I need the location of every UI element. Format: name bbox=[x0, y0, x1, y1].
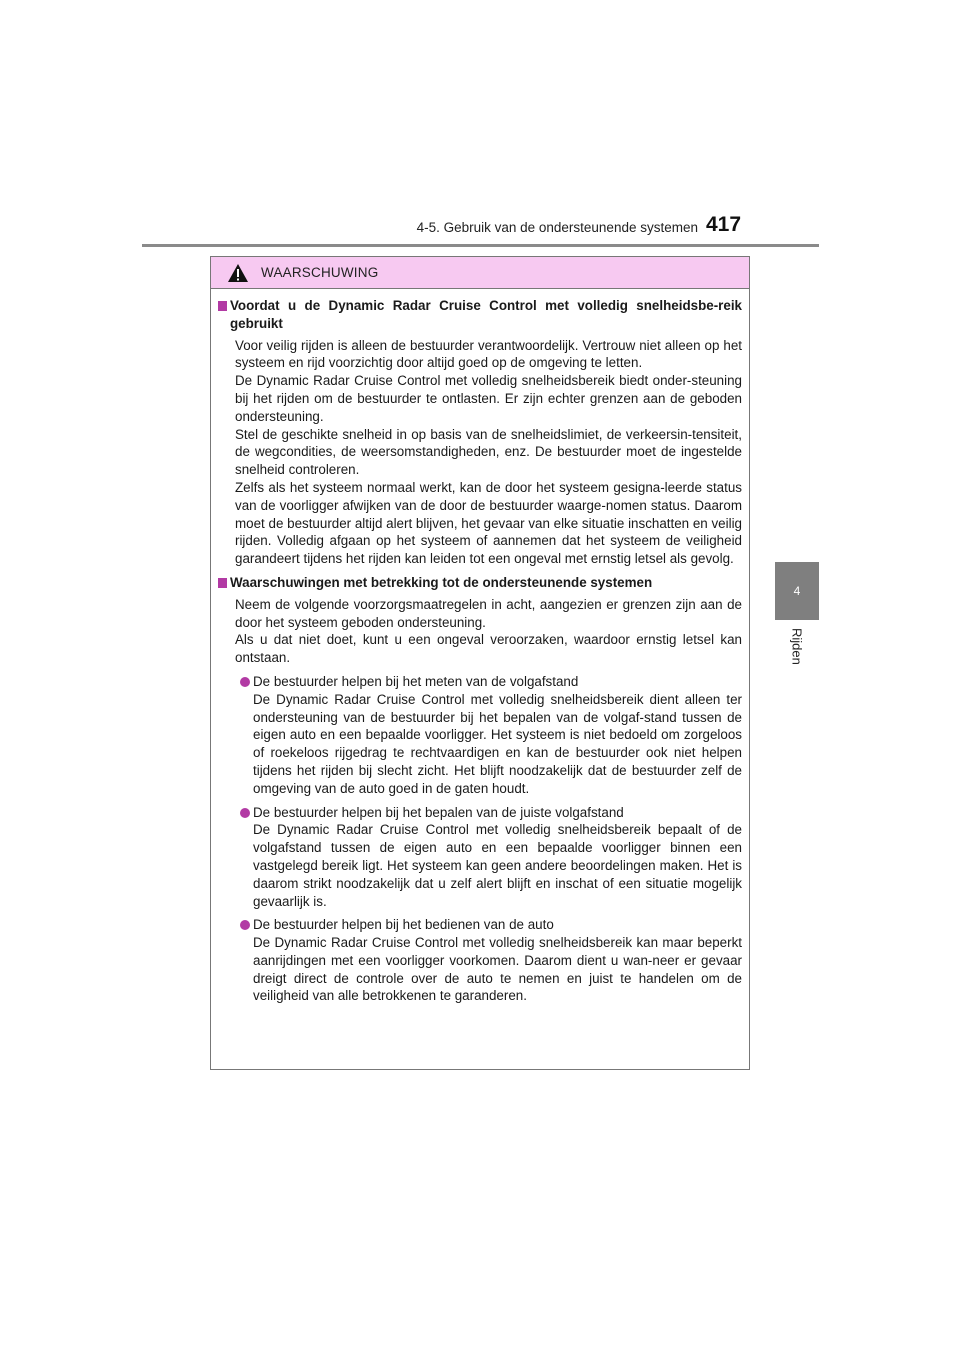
section-text bbox=[230, 337, 742, 568]
bullet-title: De bestuurder helpen bij het bedienen van de auto bbox=[253, 917, 554, 933]
warning-section bbox=[217, 574, 742, 1005]
bullet-text: De Dynamic Radar Cruise Control met volledig snelheidsbereik kan maar beperkt aanrijdingen met een voorligger voorkomen. Daarom dient u wan-neer er gevaar dreigt direct de controle over de auto te nemen en juist te handelen om de veiligheid van alle betrokkenen te garanderen. bbox=[253, 935, 742, 1004]
round-bullet-icon bbox=[240, 920, 250, 930]
square-bullet-icon bbox=[218, 301, 227, 311]
section-title: Voordat u de Dynamic Radar Cruise Control met volledig snelheidsbe-reik gebruikt bbox=[230, 298, 742, 331]
paragraph: Voor veilig rijden is alleen de bestuurder verantwoordelijk. Vertrouw niet alleen op het systeem en rijd voorzichtig door altijd goed op de omgeving te letten. bbox=[235, 337, 742, 371]
bullet-item bbox=[235, 916, 742, 1005]
warning-triangle-icon bbox=[227, 263, 249, 283]
paragraph: De Dynamic Radar Cruise Control met volledig snelheidsbereik biedt onder-steuning bij het rijden om de bestuurder te ontlasten. Er zijn echter grenzen aan de geboden ondersteuning. bbox=[235, 373, 742, 424]
warning-header bbox=[211, 257, 749, 289]
bullet-text: De Dynamic Radar Cruise Control met volledig snelheidsbereik bepaalt of de volgafstand tussen de eigen auto en een bepaalde voorligger binnen een vastgelegd bereik ligt. Het systeem kan geen andere beoordelingen maken. Het is daarom strikt noodzakelijk dat u zelf alert blijft en inschat of een situatie mogelijk gevaarlijk is. bbox=[253, 822, 742, 909]
header-divider bbox=[142, 244, 819, 247]
warning-section bbox=[217, 297, 742, 568]
section-title: Waarschuwingen met betrekking tot de ondersteunende systemen bbox=[230, 574, 653, 590]
warning-title: WAARSCHUWING bbox=[261, 265, 379, 280]
warning-body bbox=[211, 289, 749, 1005]
bullet-item bbox=[235, 804, 742, 911]
round-bullet-icon bbox=[240, 677, 250, 687]
page-header-title: 4-5. Gebruik van de ondersteunende systemen bbox=[416, 220, 698, 235]
bullet-title: De bestuurder helpen bij het bepalen van de juiste volgafstand bbox=[253, 804, 624, 820]
paragraph: Zelfs als het systeem normaal werkt, kan de door het systeem gesigna-leerde status van de voorligger afwijken van de door de bestuurder waarge-nomen status. Daarom moet de bestuurder altijd alert blijven, het gevaar van elke situatie inschatten en veilig rijden. Volledig afgaan op het systeem of aannemen dat het systeem de veiligheid garandeert tijdens het rijden kan leiden tot een ongeval met ernstig letsel als gevolg. bbox=[235, 479, 742, 567]
paragraph: Stel de geschikte snelheid in op basis van de snelheidslimiet, de verkeersin-tensiteit, de wegcondities, de weersomstandigheden, enz. De bestuurder moet de ingestelde snelheid controleren. bbox=[235, 426, 742, 478]
warning-box bbox=[210, 256, 750, 1070]
square-bullet-icon bbox=[218, 578, 227, 588]
bullet-text: De Dynamic Radar Cruise Control met volledig snelheidsbereik dient alleen ter ondersteuning van de bestuurder bij het bepalen van de volgaf-stand tussen de eigen auto en een bepaalde voorligger. Het systeem is niet bedoeld om zorgeloos of roekeloos rijgedrag te rechtvaardigen en kan de bestuurder ook niet helpen tijdens het rijden bij slecht zicht. Het blijft noodzakelijk dat de bestuurder zelf de omgeving van de auto goed in de gaten houdt. bbox=[253, 691, 742, 796]
chapter-label: Rijden bbox=[789, 628, 805, 665]
paragraph: Als u dat niet doet, kunt u een ongeval veroorzaken, waardoor ernstig letsel kan ontstaan. bbox=[235, 632, 742, 666]
chapter-tab bbox=[775, 562, 819, 620]
chapter-number: 4 bbox=[793, 584, 801, 598]
round-bullet-icon bbox=[240, 808, 250, 818]
bullet-title: De bestuurder helpen bij het meten van de volgafstand bbox=[253, 673, 579, 689]
paragraph: Neem de volgende voorzorgsmaatregelen in acht, aangezien er grenzen zijn aan de door het systeem geboden ondersteuning. bbox=[235, 596, 742, 630]
bullet-item bbox=[235, 673, 742, 798]
section-text bbox=[230, 596, 742, 1006]
page-number: 417 bbox=[706, 213, 742, 236]
